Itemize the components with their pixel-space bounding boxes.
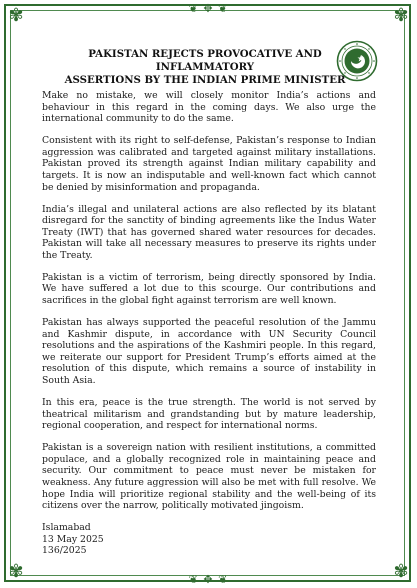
paragraph-5: Pakistan has always supported the peaceful resolution of the Jammu and Kashmir dispute, in accordance with UN Security Council resolutions and the aspirations of the Kashmiri people. In this regard, we reiterate our support for President Trump’s efforts aimed at the resolution of this dispute, which remains a source of instability in South Asia.: [42, 317, 376, 387]
title-line-1: PAKISTAN REJECTS PROVOCATIVE AND INFLAMMATORY: [88, 48, 322, 73]
paragraph-6: In this era, peace is the true strength. The world is not served by theatrical militarism and grandstanding but by mature leadership, regional cooperation, and respect for international norms.: [42, 397, 376, 432]
paragraph-1: Make no mistake, we will closely monitor India’s actions and behaviour in this regard in the coming days. We also urge the international community to do the same.: [42, 90, 376, 125]
signoff: [42, 522, 376, 557]
paragraph-2: Consistent with its right to self-defense, Pakistan’s response to Indian aggression was calibrated and targeted against military installations. Pakistan proved its strength against Indian military capability and targets. It is now an indisputable and well-known fact which cannot be denied by misinformation and propaganda.: [42, 135, 376, 193]
signoff-date: 13 May 2025: [42, 533, 104, 545]
statement-body: [42, 90, 376, 557]
corner-ornament-icon: ✾: [8, 561, 24, 582]
paragraph-7: Pakistan is a sovereign nation with resilient institutions, a committed populace, and a globally recognized role in maintaining peace and security. Our commitment to peace must never be mistaken for weakness. Any future aggression will also be met with full resolve. We hope India will prioritize regional stability and the well-being of its citizens over the narrow, politically motivated jingoism.: [42, 442, 376, 512]
corner-ornament-icon: ✾: [393, 561, 409, 582]
top-ornament-icon: ❦ ✥ ❦: [188, 2, 229, 15]
corner-ornament-icon: ✾: [393, 5, 409, 26]
paragraph-3: India’s illegal and unilateral actions are also reflected by its blatant disregard for the sanctity of binding agreements like the Indus Water Treaty (IWT) that has governed shared water resources for decades. Pakistan will take all necessary measures to preserve its rights under the Treaty.: [42, 203, 376, 261]
corner-ornament-icon: ✾: [8, 5, 24, 26]
signoff-place: Islamabad: [42, 522, 91, 534]
paragraph-4: Pakistan is a victim of terrorism, being directly sponsored by India. We have suffered a lot due to this scourge. Our contributions and sacrifices in the global fight against terrorism are well known.: [42, 271, 376, 307]
ministry-seal-icon: [336, 40, 378, 82]
bottom-ornament-icon: ❦ ✥ ❦: [188, 573, 229, 586]
page-title: [40, 48, 370, 87]
signoff-ref: 136/2025: [42, 545, 87, 557]
title-line-2: ASSERTIONS BY THE INDIAN PRIME MINISTER: [64, 74, 346, 86]
